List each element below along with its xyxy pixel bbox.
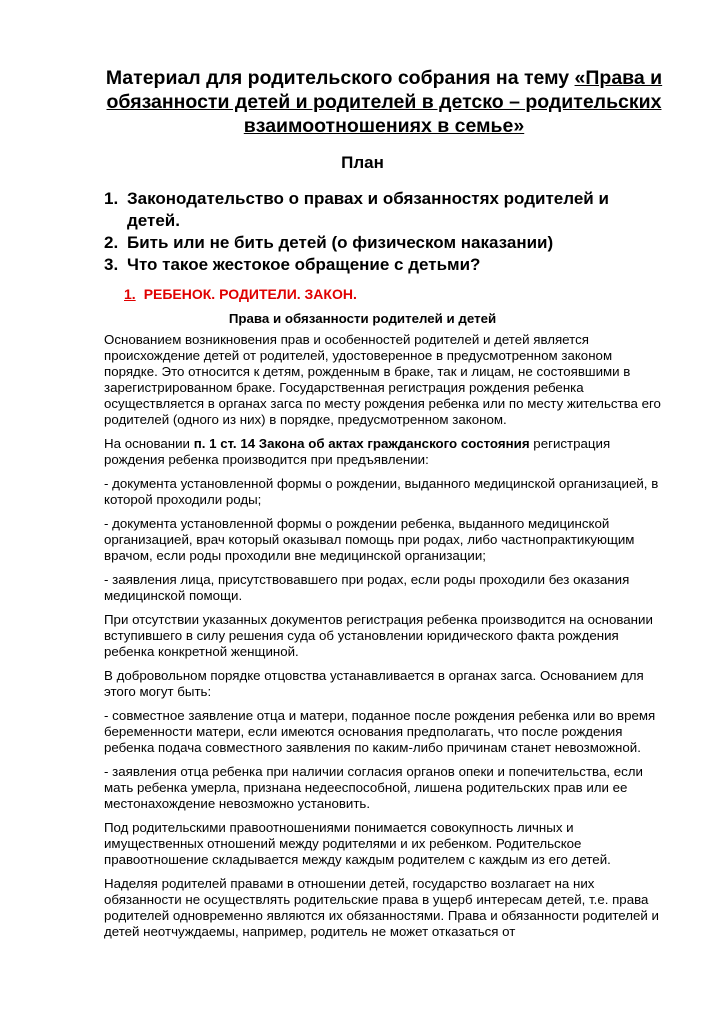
plan-item [104,232,664,254]
paragraph-text: На основании [104,436,194,451]
plan-item-number: 2. [104,233,119,252]
plan-item-text: Бить или не бить детей (о физическом наказании) [127,233,554,252]
section-heading [124,285,357,303]
paragraph: В добровольном порядке отцовства устанавливается в органах загса. Основанием для этого могут быть: [104,668,644,699]
paragraph: - заявления лица, присутствовавшего при родах, если роды проходили без оказания медицинской помощи. [104,572,630,603]
plan-item-text: Что такое жестокое обращение с детьми? [127,255,481,274]
plan-heading: План [341,153,384,172]
paragraph-text: регистрация рождения ребенка производится при предъявлении: [104,436,611,467]
plan-item-number: 1. [104,189,119,208]
document-title [104,66,664,138]
paragraph: - совместное заявление отца и матери, поданное после рождения ребенка или во время беременности матери, если имеются основания предполагать, что после рождения ребенка подача совместного заявления по каким-либо причинам станет невозможной. [104,708,656,755]
paragraph: - документа установленной формы о рождении ребенка, выданного медицинской организацией, врач который оказывал помощь при родах, либо частнопрактикующим врачом, если роды проходили вне медицинской организации; [104,516,635,563]
title-topic: «Права и обязанности детей и родителей в детско – родительских взаимоотношениях в семье» [106,67,663,137]
paragraph: Наделяя родителей правами в отношении детей, государство возлагает на них обязанности не осуществлять родительские права в ущерб интересам детей, т.е. права родителей одновременно являются их обязанностями. Права и обязанности родителей и детей неотчуждаемы, например, родитель не может отказаться от [104,876,659,939]
paragraph: - документа установленной формы о рождении, выданного медицинской организацией, в которой проходили роды; [104,476,659,507]
paragraph: Основанием возникновения прав и особенностей родителей и детей является происхождение детей от родителей, удостоверенное в предусмотренном законом порядке. Это относится к детям, рожденным в браке, так и лицам, не состоявшими в зарегистрированном браке. Государственная регистрация рождения ребенка осуществляется в органах загса по месту рождения ребенка или по месту жительства его родителей (одного из них) в порядке, предусмотренном законом. [104,332,661,427]
paragraph [104,436,664,468]
plan-item-text: Законодательство о правах и обязанностях родителей и детей. [127,189,609,230]
law-reference: п. 1 ст. 14 Закона об актах гражданского состояния [193,436,530,451]
paragraph: - заявления отца ребенка при наличии согласия органов опеки и попечительства, если мать ребенка умерла, признана недееспособной, лишена родительских прав или ее местонахождение невозможно установить. [104,764,643,811]
document-body [104,332,664,948]
title-prefix: Материал для родительского собрания на тему [105,67,575,89]
section-title: РЕБЕНОК. РОДИТЕЛИ. ЗАКОН. [143,286,357,302]
plan-item [104,188,664,232]
section-number: 1. [124,286,136,302]
section-subheading: Права и обязанности родителей и детей [228,311,497,326]
plan-item-number: 3. [104,255,119,274]
paragraph: Под родительскими правоотношениями понимается совокупность личных и имущественных отношений между родителями и их ребенком. Родительское правоотношение складывается между каждым родителем с каждым из его детей. [104,820,611,867]
plan-item [104,254,664,276]
plan-list [104,188,664,276]
paragraph: При отсутствии указанных документов регистрация ребенка производится на основании вступившего в силу решения суда об установлении юридического факта рождения ребенка конкретной женщиной. [104,612,653,659]
